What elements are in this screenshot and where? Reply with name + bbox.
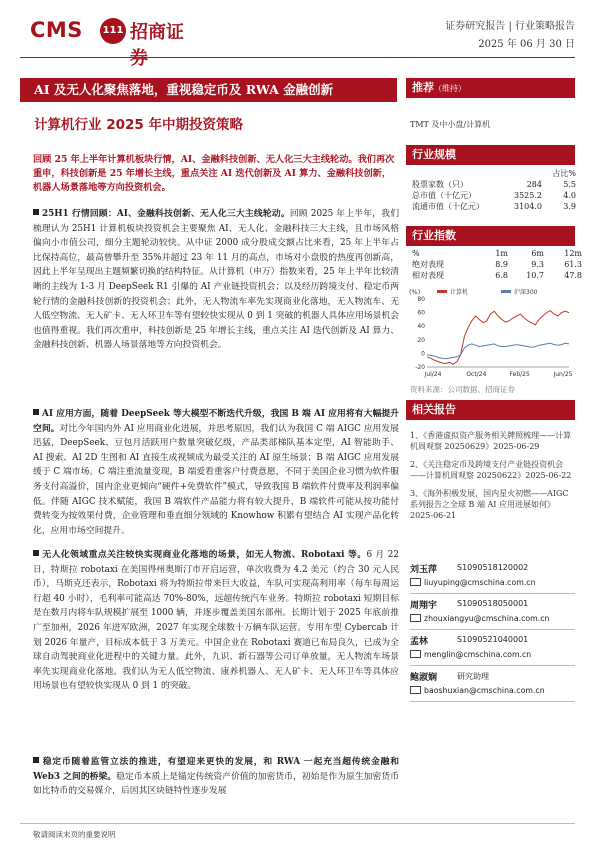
y-tick-label: 80 — [417, 296, 425, 303]
rating-scope: TMT 及中小盘/计算机 — [410, 120, 491, 129]
x-tick-label: Feb/25 — [509, 371, 530, 378]
x-tick-label: Jul/24 — [424, 371, 442, 378]
analyst-entry — [410, 632, 575, 666]
company-logo — [30, 18, 190, 69]
logo-text: CMS — [30, 18, 83, 42]
y-axis-label: (%) — [409, 288, 421, 296]
section-body: 对比今年国内外 AI 应用商业化进展，并思考原因，我们认为我国 C 端 AIGC 应用发展迅猛，DeepSeek、豆包月活跃用户数量突破亿级，产品类部梯队基本定型，AI 智能助手、AI 搜索、AI 2D 生图和 AI 直接生成视频成为最受关注的 AI 原生场景；B 端 AIGC 应用发展缓于 C 端市场。C 端注重流量变现，B 端爱看重客户付费意愿，不同于美国企业习惯为软件服务支付高溢价，国内企业更倾向“硬件+免费软件”模式，导致我国 B 端软件付费率及利润率偏低。伴随 AIGC 技术赋能，我国 B 端软件产品能力将有较大提升，B 端软件可能从按功能付费转变为按效果付费，企业管理和垂直细分领域的 Knowhow 积累有望结合 AI 实现产品化转化，应用市场空间提升。 — [33, 423, 399, 536]
section-heading: 25H1 行情回顾：AI、金融科技创新、无人化三大主线轮动。 — [42, 209, 290, 219]
legend-label: 计算机 — [450, 289, 469, 296]
cell: 绝对表现 — [412, 260, 444, 269]
bullet-icon — [33, 409, 39, 415]
analyst-name: 刘玉萍 — [410, 565, 438, 575]
table-row — [410, 270, 584, 281]
y-tick-label: 40 — [417, 323, 425, 331]
analyst-code: S1090521040001 — [457, 635, 529, 644]
cell: 4.0 — [563, 191, 576, 200]
section-heading: AI 应用方面，随着 DeepSeek 等大模型不断迭代升级，我国 B 端 AI 应用将有大幅提升空间。 — [33, 409, 399, 434]
cell: 61.3 — [564, 260, 582, 269]
list-item[interactable]: 1、《香港虚拟资产服务相关牌照梳理——计算机周观察 20250629》2025-06-29 — [410, 431, 572, 452]
mail-icon — [410, 614, 421, 622]
section-market-review — [33, 207, 399, 353]
y-tick-label: 60 — [417, 309, 425, 317]
analyst-list — [410, 560, 575, 704]
mail-icon — [410, 686, 421, 694]
chart-series — [427, 311, 569, 365]
x-tick-label: Jun/25 — [553, 371, 573, 378]
cell: 3104.0 — [514, 202, 542, 211]
cell: 流通市值（十亿元） — [412, 202, 484, 211]
table-row — [410, 259, 584, 270]
analyst-code: S1090518120002 — [457, 563, 529, 572]
section-body: 回顾 2025 年上半年，我们梳理认为 25H1 计算机板块投资机会主要聚焦 AI、无人化、金融科技三大主线，且市场风格偏向小市值公司，细分主题轮动较快。从中证 2000 成分股成交额占比来看，25 年上半年占比保持高位，最高曾攀升至 35%并超过 23 年 11 月的高点，市场对小盘股的热度再创新高，因此上半年呈现出主题频繁切换的结构特征。从计算机（申万）指数来看，25 年上半年比较清晰的主线为 1-3 月 DeepSeek R1 引爆的 AI 产业链投资机会；以及经历跨境支付、稳定币两轮行情的金融科技创新的投资机会；此外，无人物流车率先实现商业化落地，无人物流车、无人低空物流、无人矿卡、无人环卫车等有望较快实现从 0 到 1 突破的机器人具体应用场景机会也值得重视。我们再次重申，科技创新是 25 年增长主线，重点关注 AI 迭代创新及 AI 算力、金融科技创新、机器人场景落地等方向投资机会。 — [33, 209, 399, 351]
logo-chinese-name: 招商证券 — [130, 22, 184, 69]
related-reports-bar: 相关报告 — [406, 400, 575, 420]
industry-index-bar: 行业指数 — [406, 226, 575, 246]
cell: 284 — [526, 180, 542, 189]
cell: 12m — [564, 249, 582, 258]
section-unmanned — [33, 548, 399, 694]
y-tick-label: 0 — [421, 350, 425, 358]
table-row — [410, 179, 578, 190]
industry-scale-bar: 行业规模 — [406, 145, 575, 165]
analyst-code: 研究助理 — [457, 672, 489, 681]
analyst-email[interactable]: liuyuping@cmschina.com.cn — [424, 578, 536, 587]
table-row — [410, 190, 578, 201]
x-tick-label: Oct/24 — [466, 371, 487, 378]
analyst-name: 鲍淑娴 — [410, 673, 438, 683]
index-line-chart — [409, 287, 575, 381]
section-stablecoin — [33, 755, 399, 799]
list-item[interactable]: 3、《海外积极发展，国内星火初燃——AIGC 系列报告之全球 B 端 AI 应用进展如何》2025-06-21 — [410, 488, 569, 521]
section-heading: 无人化领域重点关注较快实现商业化落地的场景，如无人物流、Robotaxi 等。 — [42, 550, 367, 560]
cell: 1m — [495, 249, 508, 258]
rating-bar — [406, 78, 575, 98]
cell: 3.9 — [563, 202, 576, 211]
cell: 相对表现 — [412, 271, 444, 280]
y-tick-label: 20 — [417, 336, 425, 344]
legend-label: 沪深300 — [514, 289, 538, 296]
document-type: 证券研究报告 | 行业策略报告 — [445, 21, 575, 32]
table-row — [410, 201, 578, 212]
cell: 47.8 — [564, 271, 582, 280]
section-body: 稳定币本质上是锚定传统资产价值的加密货币，初始是作为原生加密货币如比特币的交易媒介，后因其区块链特性逐步发展 — [33, 771, 399, 797]
analyst-entry — [410, 560, 575, 594]
analyst-code: S1090518050001 — [457, 599, 529, 608]
logo-badge: 111 — [100, 18, 126, 44]
cell: 9.3 — [531, 260, 544, 269]
cell: 总市值（十亿元） — [412, 191, 476, 200]
bullet-icon — [33, 757, 39, 763]
analyst-name: 周翔宇 — [410, 601, 438, 611]
cell: 6m — [531, 249, 544, 258]
report-subtitle: 计算机行业 2025 年中期投资策略 — [34, 117, 243, 133]
rating-sub: （维持） — [434, 84, 466, 93]
analyst-email[interactable]: menglin@cmschina.com.cn — [424, 650, 532, 659]
series-line-csi300 — [427, 343, 569, 359]
analyst-entry — [410, 668, 575, 702]
cell: 6.8 — [495, 271, 508, 280]
cell: 8.9 — [495, 260, 508, 269]
title-banner: AI 及无人化聚焦落地，重视稳定币及 RWA 金融创新 — [20, 78, 397, 102]
bullet-icon — [33, 209, 39, 215]
legend-swatch — [437, 290, 447, 293]
cell: 3525.2 — [514, 191, 542, 200]
analyst-name: 孟林 — [410, 637, 429, 647]
header-divider — [20, 57, 575, 58]
footer-note: 敬请阅读末页的重要说明 — [33, 830, 116, 839]
related-reports-list — [410, 430, 575, 528]
analyst-entry — [410, 596, 575, 630]
cell: 股票家数（只） — [412, 180, 468, 189]
legend-swatch — [501, 290, 511, 293]
chart-legend — [437, 288, 538, 296]
industry-scale-table — [410, 168, 578, 212]
cell: 10.7 — [526, 271, 544, 280]
rating-label: 推荐 — [412, 81, 434, 94]
y-tick-label: -20 — [415, 364, 425, 371]
summary-paragraph: 回顾 25 年上半年计算机板块行情，AI、金融科技创新、无人化三大主线轮动。我们再次重申，科技创新是 25 年增长主线，重点关注 AI 迭代创新及 AI 算力、金融科技创新，机器人场景落地等方向投资机会。 — [33, 154, 395, 193]
scale-col-header: 占比% — [552, 169, 576, 178]
bullet-icon — [33, 550, 39, 556]
analyst-email[interactable]: zhouxiangyu@cmschina.com.cn — [424, 614, 550, 623]
footer-divider — [20, 823, 575, 824]
list-item[interactable]: 2、《关注稳定币及跨境支付产业链投资机会——计算机周观察 20250622》2025-06-22 — [410, 459, 572, 481]
mail-icon — [410, 650, 421, 658]
section-ai-application — [33, 407, 399, 538]
chart-axes — [415, 296, 573, 378]
mail-icon — [410, 578, 421, 586]
section-heading: 稳定币随着监管立法的推进，有望迎来更快的发展，和 RWA 一起充当超传统金融和 Web3 之间的桥梁。 — [33, 757, 399, 782]
cell: % — [412, 249, 420, 258]
document-date: 2025 年 06 月 30 日 — [478, 39, 575, 50]
series-line-computer — [427, 311, 569, 365]
industry-index-table — [410, 248, 584, 281]
table-header-row — [410, 248, 584, 259]
cell: 5.5 — [563, 180, 576, 189]
section-body: 6 月 22 日，特斯拉 robotaxi 在美国得州奥斯汀市开启运营，单次收费为 4.2 美元（约合 30 元人民币），马斯克还表示，Robotaxi 将为特斯拉带来巨大收益，车队可实现高利用率（每车每周运行超 40 小时），毛利率可能高达 70%-80%，远超传统汽车业务。特斯拉 robotaxi 短期目标是在数月内将车队规模扩展至 1000 辆，并逐步覆盖美国东部州。长期计划于 2025 年底前推广至加州，2026 年进军欧洲，2027 年实现全球数十万辆车队运营。专用车型 Cybercab 计划 2026 年量产，目标成本低于 3 万美元。中国企业在 Robotaxi 赛道已布局良久，已成为全球自动驾驶商业化进程中的关键力量。此外，九识、新石器等公司订单放量，无人物流车场景率先实现商业化落地。我们认为无人低空物流、康养机器人、无人矿卡、无人环卫车等具体应用场景也有望较快实现从 0 到 1 的突破。 — [33, 550, 399, 692]
chart-source: 资料来源：公司数据、招商证券 — [410, 385, 515, 394]
analyst-email[interactable]: baoshuxian@cmschina.com.cn — [424, 686, 545, 695]
